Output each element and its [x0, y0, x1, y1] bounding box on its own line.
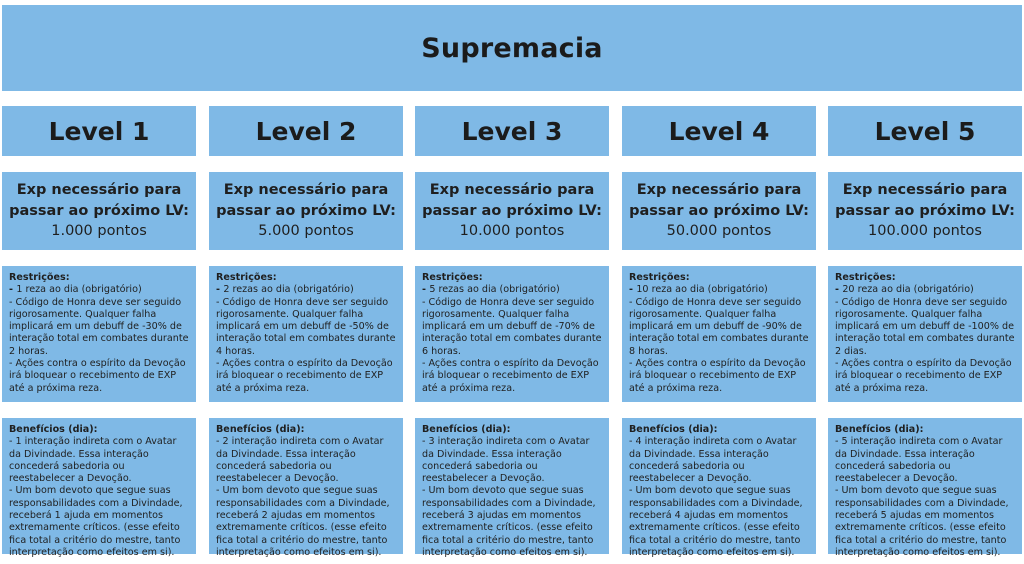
level-2-benefit-2: - Um bom devoto que segue suas responsabilidades com a Divindade, receberá 2 ajudas em momentos extremamente críticos. (esse efeito fica total a critério do mestre, tanto interpretação como efeitos em si). — [216, 485, 390, 558]
level-2-benefits-heading: Benefícios (dia): — [216, 424, 305, 435]
level-2-exp-box — [209, 172, 403, 250]
level-1-exp-value: 1.000 pontos — [51, 223, 147, 240]
level-3-restriction-3: - Ações contra o espírito da Devoção irá bloquear o recebimento de EXP até a próxima reza. — [422, 358, 599, 394]
level-4-benefits — [622, 418, 816, 558]
level-3-exp-box — [415, 172, 609, 250]
level-4-exp-label: Exp necessário para passar ao próximo LV: — [629, 182, 809, 219]
level-3-restriction-2: - Código de Honra deve ser seguido rigorosamente. Qualquer falha implicará em um debuff de -70% de interação total em combates durante 6 horas. — [422, 296, 602, 357]
level-1-restriction-3: - Ações contra o espírito da Devoção irá bloquear o recebimento de EXP até a próxima reza. — [9, 358, 186, 394]
level-2-restrictions — [209, 266, 403, 402]
level-4-benefits-heading: Benefícios (dia): — [629, 424, 718, 435]
title-banner — [2, 5, 1022, 91]
level-3-restriction-1: - 5 rezas ao dia (obrigatório) — [422, 284, 560, 296]
level-2-exp-label: Exp necessário para passar ao próximo LV: — [216, 182, 396, 219]
page-title: Supremacia — [421, 32, 603, 64]
level-3-exp-value: 10.000 pontos — [459, 223, 565, 240]
level-1-restriction-1: - 1 reza ao dia (obrigatório) — [9, 284, 142, 296]
level-5-restrictions — [828, 266, 1022, 402]
level-5-restrictions-heading: Restrições: — [835, 272, 896, 283]
level-1-title: Level 1 — [48, 116, 150, 146]
level-4-restrictions — [622, 266, 816, 402]
level-5-exp-value: 100.000 pontos — [868, 223, 982, 240]
level-2-restriction-2: - Código de Honra deve ser seguido rigorosamente. Qualquer falha implicará em um debuff de -50% de interação total em combates durante 4 horas. — [216, 296, 396, 357]
level-4-restriction-2: - Código de Honra deve ser seguido rigorosamente. Qualquer falha implicará em um debuff de -90% de interação total em combates durante 8 horas. — [629, 296, 809, 357]
level-5-header — [828, 106, 1022, 156]
level-1-restrictions — [2, 266, 196, 402]
level-4-restriction-3: - Ações contra o espírito da Devoção irá bloquear o recebimento de EXP até a próxima reza. — [629, 358, 806, 394]
level-3-benefit-1: - 3 interação indireta com o Avatar da Divindade. Essa interação concederá sabedoria ou reestabelecer a Devoção. — [422, 436, 590, 485]
level-5-exp-box — [828, 172, 1022, 250]
level-1-benefits — [2, 418, 196, 558]
level-5-title: Level 5 — [874, 116, 976, 146]
level-5-restriction-3: - Ações contra o espírito da Devoção irá bloquear o recebimento de EXP até a próxima reza. — [835, 358, 1012, 394]
level-3-title: Level 3 — [461, 116, 563, 146]
level-4-benefit-2: - Um bom devoto que segue suas responsabilidades com a Divindade, receberá 4 ajudas em momentos extremamente críticos. (esse efeito fica total a critério do mestre, tanto interpretação como efeitos em si). — [629, 485, 803, 558]
level-5-benefits-heading: Benefícios (dia): — [835, 424, 924, 435]
level-3-benefit-2: - Um bom devoto que segue suas responsabilidades com a Divindade, receberá 3 ajudas em momentos extremamente críticos. (esse efeito fica total a critério do mestre, tanto interpretação como efeitos em si). — [422, 485, 596, 558]
level-5-benefit-1: - 5 interação indireta com o Avatar da Divindade. Essa interação concederá sabedoria ou reestabelecer a Devoção. — [835, 436, 1003, 485]
level-3-restrictions — [415, 266, 609, 402]
level-5-exp-label: Exp necessário para passar ao próximo LV: — [835, 182, 1015, 219]
level-3-header — [415, 106, 609, 156]
level-2-restrictions-heading: Restrições: — [216, 272, 277, 283]
level-3-restrictions-heading: Restrições: — [422, 272, 483, 283]
level-1-benefit-1: - 1 interação indireta com o Avatar da Divindade. Essa interação concederá sabedoria ou reestabelecer a Devoção. — [9, 436, 177, 485]
level-5-benefit-2: - Um bom devoto que segue suas responsabilidades com a Divindade, receberá 5 ajudas em momentos extremamente críticos. (esse efeito fica total a critério do mestre, tanto interpretação como efeitos em si). — [835, 485, 1009, 558]
level-2-title: Level 2 — [255, 116, 357, 146]
level-3-exp-label: Exp necessário para passar ao próximo LV: — [422, 182, 602, 219]
level-2-header — [209, 106, 403, 156]
level-3-benefits-heading: Benefícios (dia): — [422, 424, 511, 435]
level-5-restriction-1: - 20 reza ao dia (obrigatório) — [835, 284, 974, 296]
level-1-exp-label: Exp necessário para passar ao próximo LV: — [9, 182, 189, 219]
level-4-title: Level 4 — [668, 116, 770, 146]
level-2-restriction-3: - Ações contra o espírito da Devoção irá bloquear o recebimento de EXP até a próxima reza. — [216, 358, 393, 394]
level-2-benefits — [209, 418, 403, 558]
level-4-restrictions-heading: Restrições: — [629, 272, 690, 283]
level-4-exp-box — [622, 172, 816, 250]
level-5-restriction-2: - Código de Honra deve ser seguido rigorosamente. Qualquer falha implicará em um debuff de -100% de interação total em combates durante 2 dias. — [835, 296, 1015, 357]
level-5-benefits — [828, 418, 1022, 558]
level-4-header — [622, 106, 816, 156]
level-1-benefits-heading: Benefícios (dia): — [9, 424, 98, 435]
level-1-benefit-2: - Um bom devoto que segue suas responsabilidades com a Divindade, receberá 1 ajuda em momentos extremamente críticos. (esse efeito fica total a critério do mestre, tanto interpretação como efeitos em si). — [9, 485, 183, 558]
level-4-exp-value: 50.000 pontos — [666, 223, 772, 240]
level-3-benefits — [415, 418, 609, 558]
level-1-header — [2, 106, 196, 156]
level-2-exp-value: 5.000 pontos — [258, 223, 354, 240]
level-1-restrictions-heading: Restrições: — [9, 272, 70, 283]
level-1-exp-box — [2, 172, 196, 250]
level-2-benefit-1: - 2 interação indireta com o Avatar da Divindade. Essa interação concederá sabedoria ou reestabelecer a Devoção. — [216, 436, 384, 485]
level-4-restriction-1: - 10 reza ao dia (obrigatório) — [629, 284, 768, 296]
level-2-restriction-1: - 2 rezas ao dia (obrigatório) — [216, 284, 354, 296]
level-1-restriction-2: - Código de Honra deve ser seguido rigorosamente. Qualquer falha implicará em um debuff de -30% de interação total em combates durante 2 horas. — [9, 296, 189, 357]
level-4-benefit-1: - 4 interação indireta com o Avatar da Divindade. Essa interação concederá sabedoria ou reestabelecer a Devoção. — [629, 436, 797, 485]
